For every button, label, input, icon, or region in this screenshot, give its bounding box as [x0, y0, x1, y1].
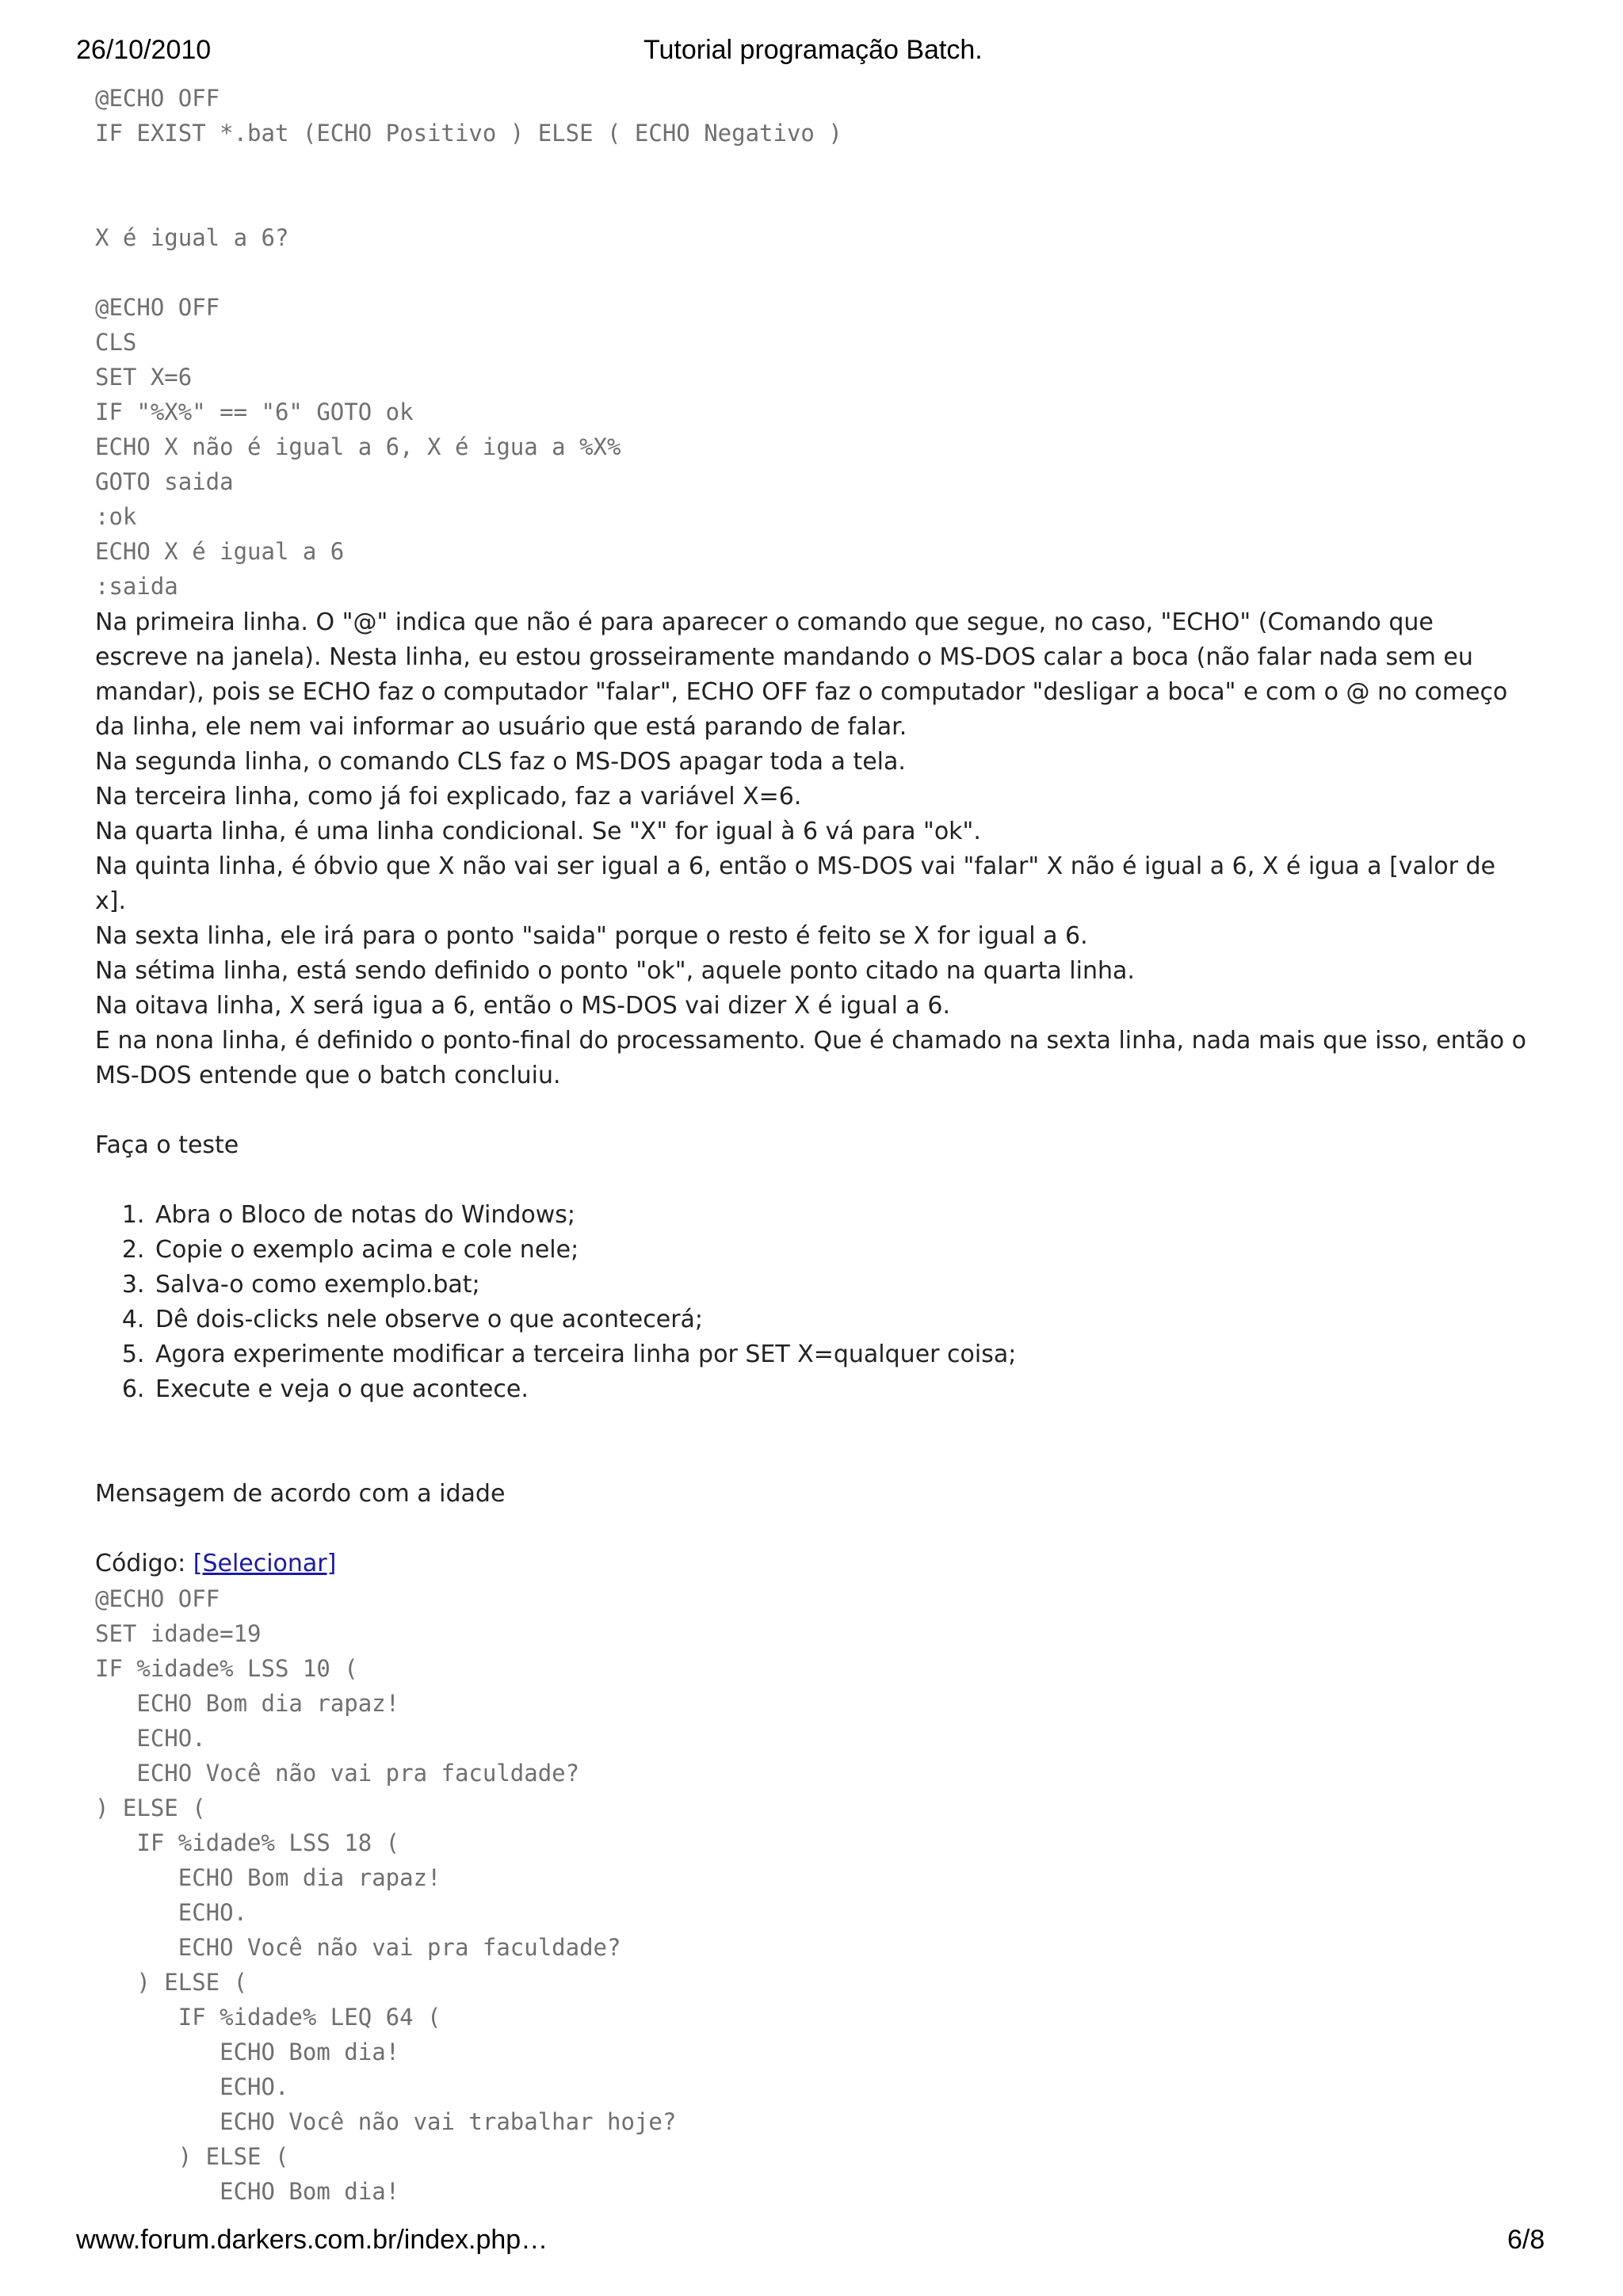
code-line: IF "%X%" == "6" GOTO ok — [95, 399, 414, 425]
explanation-line: mandar), pois se ECHO faz o computador "falar", ECHO OFF faz o computador "desligar a boca" e com o @ no começo — [95, 678, 1508, 706]
code-block-2 — [95, 290, 621, 604]
list-item: 3. Salva-o como exemplo.bat; — [152, 1268, 1016, 1302]
code-line: IF %idade% LSS 18 ( — [95, 1829, 400, 1856]
code-line: ECHO Você não vai pra faculdade? — [95, 1934, 621, 1961]
code-line: ECHO X não é igual a 6, X é igua a %X% — [95, 433, 621, 460]
age-heading: Mensagem de acordo com a idade — [95, 1480, 506, 1508]
list-item: 1. Abra o Bloco de notas do Windows; — [152, 1198, 1016, 1233]
code-line: IF %idade% LEQ 64 ( — [95, 2004, 441, 2031]
footer-page-number: 6/8 — [1507, 2225, 1545, 2255]
code-line: CLS — [95, 329, 137, 356]
cut-code-label-line — [95, 55, 349, 79]
code-line: ECHO. — [95, 1899, 248, 1926]
code-line: ECHO X é igual a 6 — [95, 538, 345, 565]
footer-url: www.forum.darkers.com.br/index.php… — [76, 2225, 548, 2255]
explanation-line: escreve na janela). Nesta linha, eu estou grosseiramente mandando o MS-DOS calar a boca (não falar nada sem eu — [95, 643, 1473, 671]
code-line: IF %idade% LSS 10 ( — [95, 1655, 358, 1682]
code-line: ECHO Bom dia! — [95, 2178, 400, 2205]
question-line: X é igual a 6? — [95, 224, 289, 251]
code-label: Código: — [95, 1550, 186, 1577]
explanation-line: Na oitava linha, X será igua a 6, então o MS-DOS vai dizer X é igual a 6. — [95, 992, 951, 1020]
explanation-line: da linha, ele nem vai informar ao usuário que está parando de falar. — [95, 713, 907, 741]
explanation-line: Na quinta linha, é óbvio que X não vai ser igual a 6, então o MS-DOS vai "falar" X não é igual a 6, X é igua a [valor de — [95, 852, 1495, 880]
list-item: 6. Execute e veja o que acontece. — [152, 1372, 1016, 1407]
list-item: 2. Copie o exemplo acima e cole nele; — [152, 1233, 1016, 1268]
code-block-3 — [95, 1581, 676, 2209]
code-line: ) ELSE ( — [95, 2143, 289, 2170]
header-date: 26/10/2010 — [76, 35, 212, 65]
list-item: 5. Agora experimente modificar a terceira linha por SET X=qualquer coisa; — [152, 1337, 1016, 1372]
explanation-line: Na sétima linha, está sendo definido o ponto "ok", aquele ponto citado na quarta linha. — [95, 957, 1135, 985]
test-steps-list — [95, 1198, 1016, 1407]
code-label-line — [95, 1547, 336, 1581]
code-line: IF EXIST *.bat (ECHO Positivo ) ELSE ( ECHO Negativo ) — [95, 120, 842, 147]
code-line: ECHO. — [95, 2073, 289, 2100]
code-line: :saida — [95, 573, 178, 600]
code-line: ECHO Bom dia! — [95, 2039, 400, 2065]
explanation-line: MS-DOS entende que o batch concluiu. — [95, 1062, 561, 1089]
select-link[interactable]: [Selecionar] — [193, 1550, 337, 1577]
header-title: Tutorial programação Batch. — [643, 35, 983, 65]
code-line: ECHO Você não vai trabalhar hoje? — [95, 2108, 677, 2135]
code-line: GOTO saida — [95, 468, 234, 495]
list-item: 4. Dê dois-clicks nele observe o que acontecerá; — [152, 1302, 1016, 1337]
explanation-line: E na nona linha, é definido o ponto-final do processamento. Que é chamado na sexta linha, nada mais que isso, então o — [95, 1027, 1527, 1055]
explanation-line: x]. — [95, 887, 126, 915]
code-line: :ok — [95, 503, 137, 530]
explanation-line: Na primeira linha. O "@" indica que não é para aparecer o comando que segue, no caso, "ECHO" (Comando que — [95, 608, 1434, 636]
explanation-line: Na terceira linha, como já foi explicado, faz a variável X=6. — [95, 783, 802, 810]
code-line: SET X=6 — [95, 364, 193, 391]
code-line: ECHO Você não vai pra faculdade? — [95, 1760, 580, 1787]
explanation-line: Na segunda linha, o comando CLS faz o MS-DOS apagar toda a tela. — [95, 748, 906, 776]
code-line: ECHO. — [95, 1725, 206, 1752]
code-line: ) ELSE ( — [95, 1794, 206, 1821]
explanation-line: Na sexta linha, ele irá para o ponto "saida" porque o resto é feito se X for igual a 6. — [95, 922, 1088, 950]
code-line: ECHO Bom dia rapaz! — [95, 1864, 441, 1891]
code-line: @ECHO OFF — [95, 294, 220, 321]
code-line: ECHO Bom dia rapaz! — [95, 1690, 400, 1717]
test-heading: Faça o teste — [95, 1131, 239, 1159]
code-block-1 — [95, 81, 842, 151]
code-line: SET idade=19 — [95, 1620, 262, 1647]
code-line: ) ELSE ( — [95, 1969, 248, 1996]
code-line: @ECHO OFF — [95, 1585, 220, 1612]
explanation-line: Na quarta linha, é uma linha condicional. Se "X" for igual à 6 vá para "ok". — [95, 818, 981, 845]
explanation-text — [95, 605, 1585, 1093]
code-line: @ECHO OFF — [95, 85, 220, 112]
